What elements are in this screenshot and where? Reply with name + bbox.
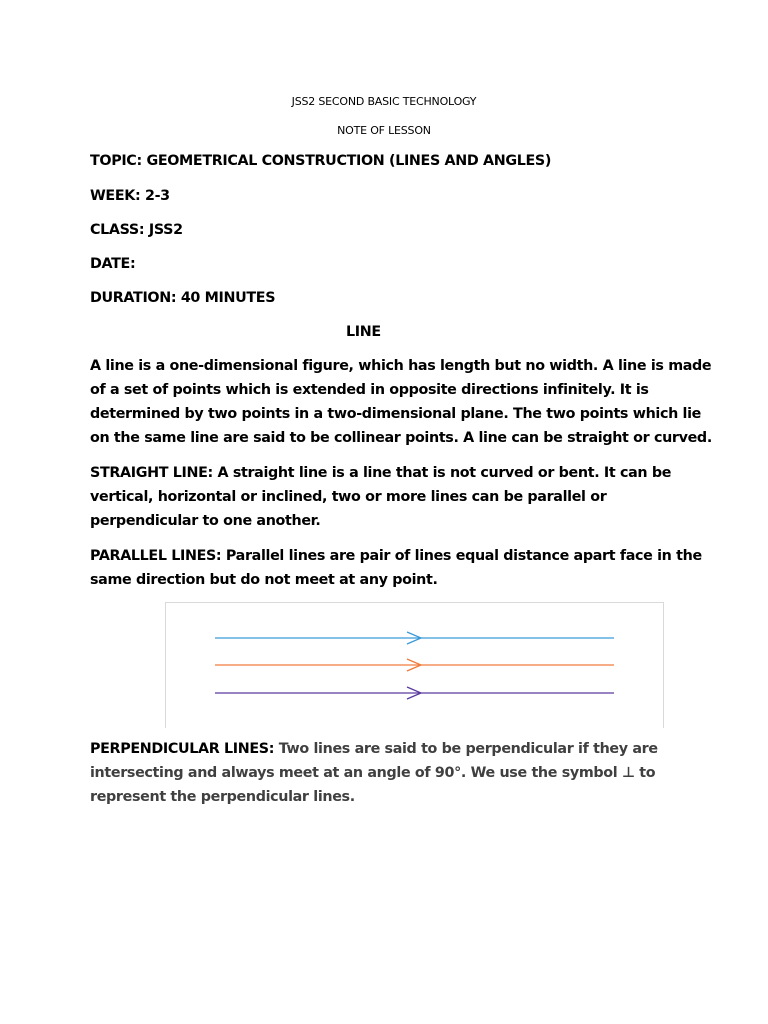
parallel-line-2: [215, 659, 614, 671]
week: WEEK: 2-3: [90, 188, 170, 204]
paragraph-line: A line is a one-dimensional figure, which has length but no width. A line is made: [90, 358, 712, 374]
paragraph-line: same direction but do not meet at any point.: [90, 572, 438, 588]
parallel-line-3: [215, 687, 614, 699]
paragraph-line: of a set of points which is extended in opposite directions infinitely. It is: [90, 382, 649, 398]
school-subject-line: JSS2 SECOND BASIC TECHNOLOGY: [291, 95, 477, 108]
parallel-lines-diagram: [166, 603, 665, 729]
parallel-line-1: [215, 632, 614, 644]
parallel-lines-paragraph: [90, 544, 702, 592]
paragraph-line: on the same line are said to be collinear points. A line can be straight or curved.: [90, 430, 712, 446]
paragraph-line: intersecting and always meet at an angle of 90°. We use the symbol ⊥ to: [90, 765, 656, 781]
perpendicular-lines-paragraph: [90, 737, 658, 809]
paragraph-line: vertical, horizontal or inclined, two or more lines can be parallel or: [90, 489, 607, 505]
paragraph-line: perpendicular to one another.: [90, 513, 321, 529]
straight-line-paragraph: [90, 461, 671, 533]
class: CLASS: JSS2: [90, 222, 183, 238]
paragraph-line: PARALLEL LINES: Parallel lines are pair of lines equal distance apart face in the: [90, 548, 702, 564]
topic: TOPIC: GEOMETRICAL CONSTRUCTION (LINES AND ANGLES): [90, 153, 552, 169]
paragraph-line: STRAIGHT LINE: A straight line is a line that is not curved or bent. It can be: [90, 465, 672, 481]
date: DATE:: [90, 256, 136, 272]
perpendicular-label: PERPENDICULAR LINES:: [90, 741, 275, 757]
parallel-lines-figure: [165, 602, 664, 728]
document-type: NOTE OF LESSON: [337, 124, 431, 137]
paragraph-line: determined by two points in a two-dimensional plane. The two points which lie: [90, 406, 701, 422]
paragraph-line: [90, 737, 658, 761]
paragraph-line: represent the perpendicular lines.: [90, 789, 355, 805]
line-definition-paragraph: [90, 354, 712, 450]
perpendicular-text: Two lines are said to be perpendicular if they are: [274, 741, 658, 757]
duration: DURATION: 40 MINUTES: [90, 290, 276, 306]
section-title: LINE: [346, 324, 381, 340]
